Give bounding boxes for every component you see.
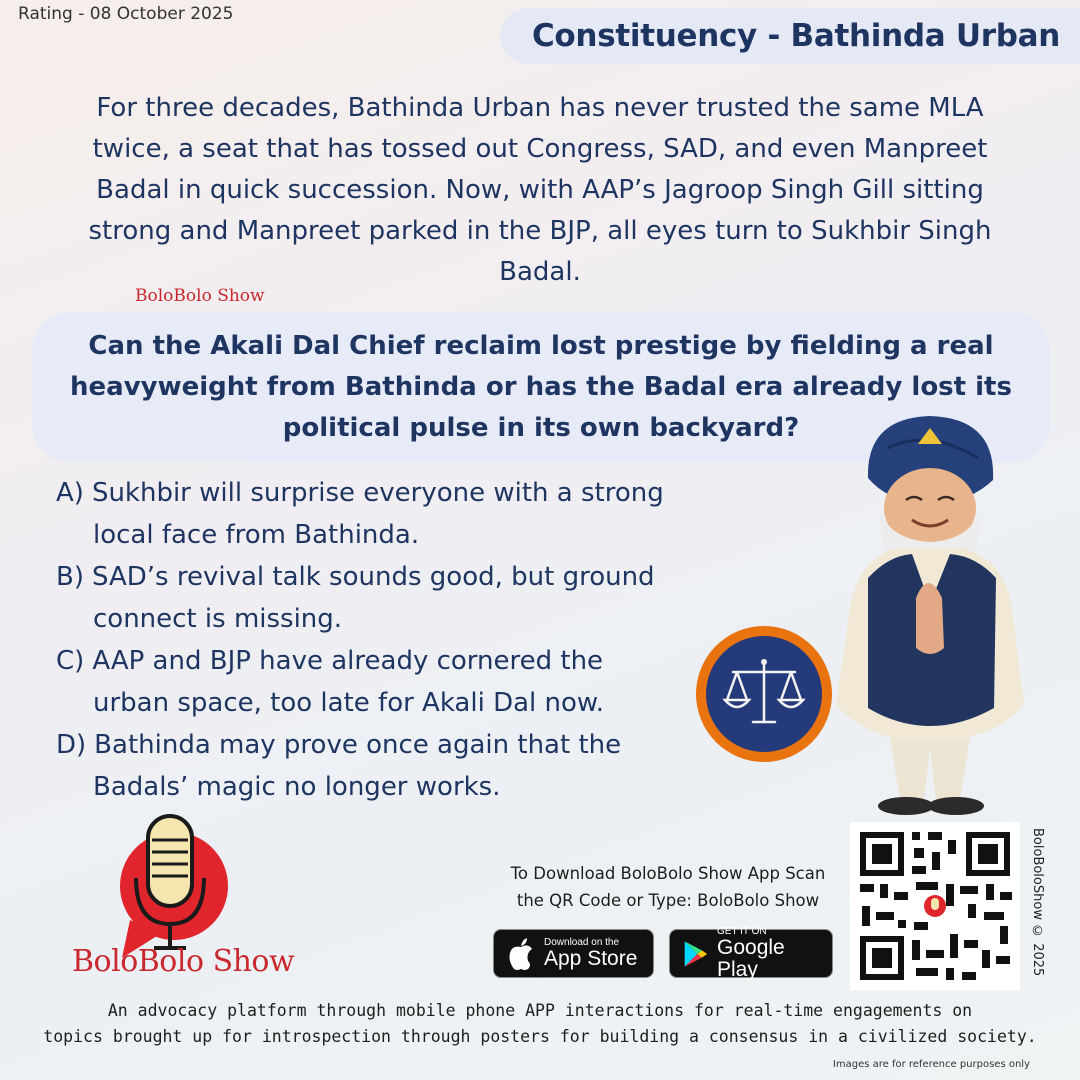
option-text: AAP and BJP have already cornered the [92, 646, 604, 676]
footer-line-1: An advocacy platform through mobile phone APP interactions for real-time engagements on [107, 1001, 973, 1020]
option-text: Bathinda may prove once again that the [94, 730, 622, 760]
brand-logo-text: BoloBolo Show [72, 944, 295, 979]
watermark-brand: BoloBolo Show [135, 286, 265, 306]
option-letter: A) [56, 478, 84, 508]
disclaimer-text: Images are for reference purposes only [832, 1059, 1030, 1070]
app-store-big: App Store [544, 947, 638, 970]
constituency-title-text: Constituency - Bathinda Urban [531, 18, 1060, 54]
intro-paragraph: For three decades, Bathinda Urban has never trusted the same MLA twice, a seat that has tossed out Congress, SAD, and even Manpreet Badal in quick succession. Now, with AAP’s Jagroop Singh Gill sitting strong and Manpreet parked in the BJP, all eyes turn to Sukhbir Singh Badal. [88, 93, 992, 287]
option-text-cont: local face from Bathinda. [93, 520, 420, 550]
constituency-title [500, 8, 1080, 64]
poll-options [56, 472, 776, 808]
option-text: SAD’s revival talk sounds good, but ground [91, 562, 655, 592]
copyright-text: BoloBoloShow © 2025 [1030, 828, 1045, 977]
option-b[interactable] [56, 556, 776, 640]
apple-icon [506, 937, 536, 971]
option-letter: C) [56, 646, 85, 676]
option-text-cont: Badals’ magic no longer works. [93, 772, 501, 802]
google-play-small: GET IT ON [717, 926, 767, 937]
option-letter: D) [56, 730, 87, 760]
google-play-big: Google Play [717, 936, 785, 981]
option-letter: B) [56, 562, 84, 592]
google-play-icon [682, 938, 709, 970]
download-line-1: To Download BoloBolo Show App Scan [510, 864, 826, 883]
qr-code[interactable] [850, 822, 1020, 990]
option-text-cont: urban space, too late for Akali Dal now. [93, 688, 605, 718]
footer-statement [20, 998, 1060, 1050]
scales-of-justice-icon [696, 626, 832, 762]
poll-question: Can the Akali Dal Chief reclaim lost prestige by fielding a real heavyweight from Bathinda or has the Badal era already lost its political pulse in its own backyard? [70, 330, 1012, 443]
download-line-2: the QR Code or Type: BoloBolo Show [516, 891, 820, 910]
option-a[interactable] [56, 472, 776, 556]
footer-line-2: topics brought up for introspection through posters for building a consensus in a civilized society. [43, 1027, 1037, 1046]
leader-illustration [828, 408, 1033, 820]
app-store-small: Download on the [544, 937, 620, 948]
option-text-cont: connect is missing. [93, 604, 343, 634]
rating-date: Rating - 08 October 2025 [18, 4, 234, 24]
option-text: Sukhbir will surprise everyone with a strong [91, 478, 664, 508]
option-d[interactable] [56, 724, 776, 808]
app-store-button[interactable] [493, 929, 654, 978]
google-play-button[interactable] [669, 926, 833, 981]
download-instructions [486, 860, 850, 914]
option-c[interactable] [56, 640, 776, 724]
